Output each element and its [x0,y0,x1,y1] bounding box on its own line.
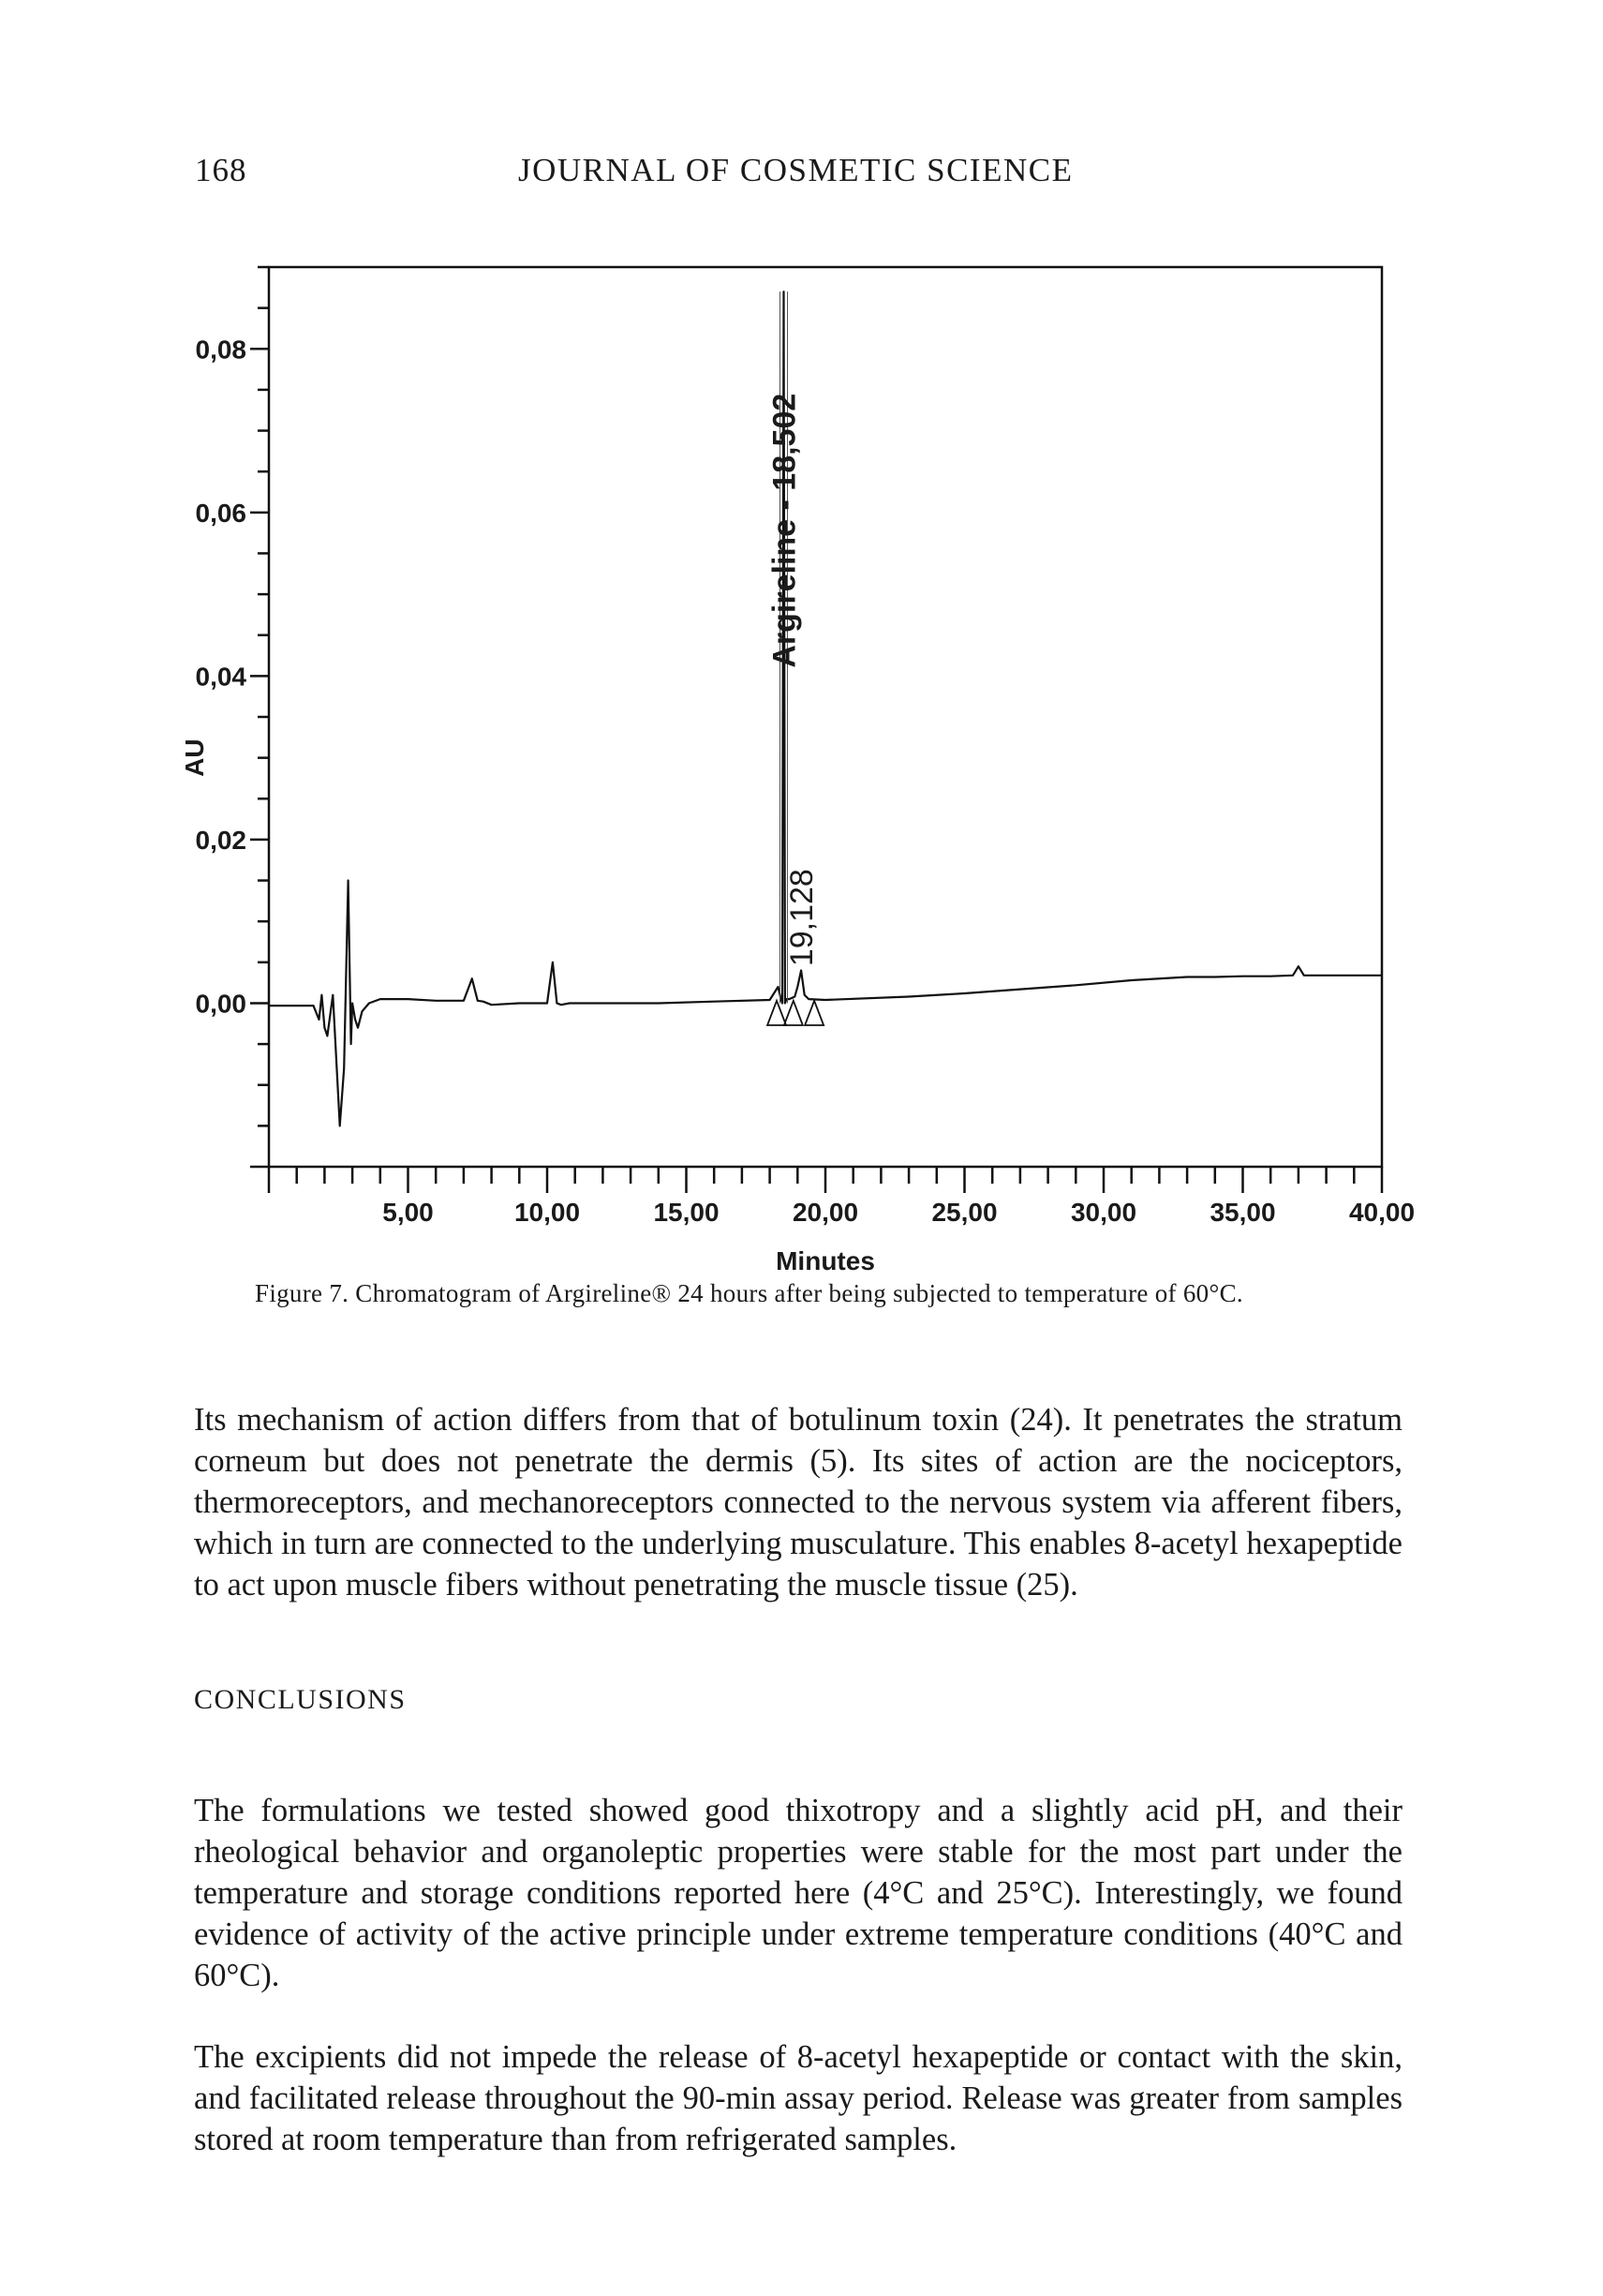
y-tick-label: 0,02 [195,825,246,855]
x-tick-label: 25,00 [931,1198,998,1227]
x-tick-label: 15,00 [653,1198,720,1227]
integration-marker [784,1001,803,1025]
body-paragraph-1: Its mechanism of action differs from that of botulinum toxin (24). It penetrates the stratum corneum but does not penetrate the dermis (5). Its sites of action are the nociceptors, thermoreceptors, and mechanoreceptors connected to the nervous system via afferent fibers, which in turn are connected to the underlying musculature. This enables 8-acetyl hexapeptide to act upon muscle fibers without penetrating the muscle tissue (25). [194,1401,1403,1603]
y-axis-title: AU [180,738,209,777]
x-tick-label: 10,00 [513,1198,581,1227]
body-paragraph-3: The excipients did not impede the release of 8-acetyl hexapeptide or contact with the skin, and facilitated release throughout the 90-min assay period. Release was greater from samples stored at room temperature than from refrigerated samples. [194,2038,1403,2157]
y-tick-label: 0,00 [195,989,246,1019]
y-tick-label: 0,04 [195,662,246,692]
integration-marker [767,1001,786,1025]
x-tick-label: 5,00 [382,1198,434,1227]
y-tick-label: 0,06 [195,498,246,528]
x-tick-label: 35,00 [1210,1198,1276,1227]
peak-label-argireline: Argireline - 18,502 [766,393,803,668]
peak-label-19128: 19,128 [784,869,821,967]
x-axis-title: Minutes [776,1246,875,1275]
plot-frame [269,267,1382,1167]
x-tick-label: 40,00 [1348,1198,1416,1227]
body-paragraph-2: The formulations we tested showed good thixotropy and a slightly acid pH, and their rheological behavior and organoleptic properties were stable for the most part under the temperature and storage conditions reported here (4°C and 25°C). Interestingly, we found evidence of activity of the active principle under extreme temperature conditions (40°C and 60°C). [194,1792,1403,1993]
figure-caption [255,1279,1473,1308]
figure-caption-label: Figure 7. [255,1279,349,1307]
section-heading-conclusions: CONCLUSIONS [194,1684,407,1715]
page-number: 168 [195,152,247,188]
y-tick-label: 0,08 [195,335,246,365]
figure-caption-text: Chromatogram of Argireline® 24 hours after being subjected to temperature of 60°C. [355,1279,1243,1307]
chromatogram-trace [269,291,1382,1126]
x-tick-label: 30,00 [1070,1198,1137,1227]
x-tick-label: 20,00 [792,1198,859,1227]
journal-title: JOURNAL OF COSMETIC SCIENCE [518,152,1074,188]
integration-marker [805,1001,824,1025]
